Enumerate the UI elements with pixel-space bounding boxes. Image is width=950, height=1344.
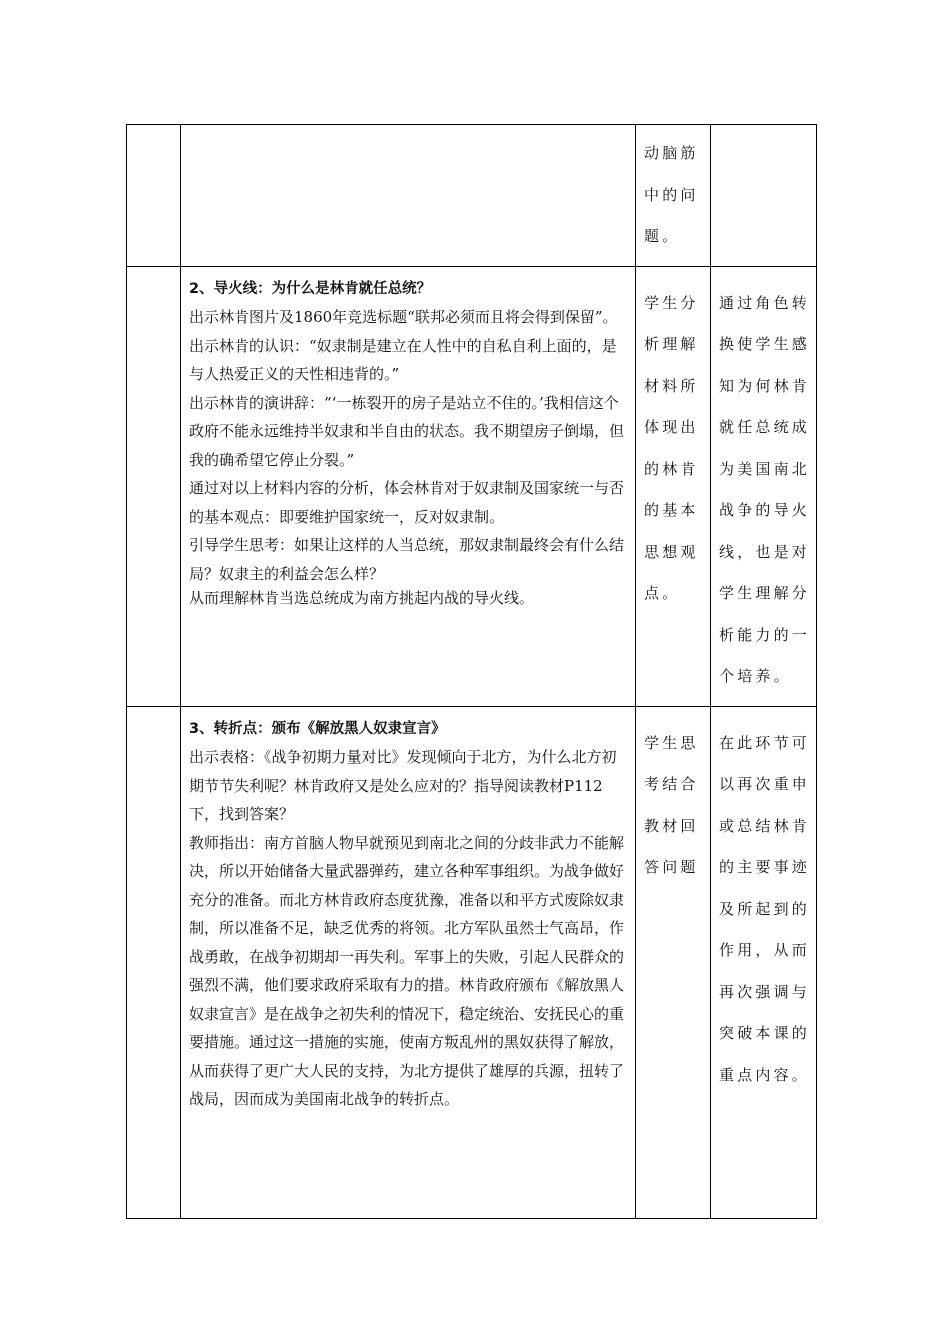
content-cell [181, 125, 636, 267]
activity-cell [636, 125, 711, 267]
design-purpose-text: 通过角色转换使学生感知为何林肯就任总统成为美国南北战争的导火线，也是对学生理解分析能力的一个培养。 [719, 293, 811, 685]
section-heading: 2、导火线：为什么是林肯就任总统？ [189, 280, 432, 297]
step-cell [127, 266, 181, 706]
paragraph: 从而理解林肯当选总统成为南方挑起内战的导火线。 [189, 589, 535, 607]
purpose-cell [711, 706, 817, 1218]
paragraph: 教师指出：南方首脑人物早就预见到南北之间的分歧非武力不能解决，所以开始储备大量武器弹药，建立各种军事组织。为战争做好充分的准备。而北方林肯政府态度犹豫，准备以和平方式废除奴隶制，所以准备不足，缺乏优秀的将领。北方军队虽然士气高昂，作战勇敢，在战争初期却一再失利。军事上的失败，引起人民群众的强烈不满，他们要求政府采取有力的措。林肯政府颁布《解放黑人奴隶宣言》是在战争之初失利的情况下，稳定统治、安抚民心的重要措施。通过这一措施的实施，使南方叛乱州的黑奴获得了解放，从而获得了更广大人民的支持，为北方提供了雄厚的兵源，扭转了战局，因而成为美国南北战争的转折点。 [189, 833, 625, 1108]
activity-cell [636, 706, 711, 1218]
paragraph: 通过对以上材料内容的分析，体会林肯对于奴隶制及国家统一与否的基本观点：即要维护国家统一，反对奴隶制。 [189, 479, 625, 526]
student-activity-text: 学生分析理解材料所体现出的林肯的基本思想观点。 [644, 293, 699, 602]
student-activity-text: 学生思考结合教材回答问题 [644, 733, 699, 876]
paragraph: 出示林肯的演讲辞：“‘一栋裂开的房子是站立不住的。’我相信这个政府不能永远维持半奴隶和半自由的状态。我不期望房子倒塌，但我的确希望它停止分裂。” [189, 393, 625, 469]
paragraph: 出示表格：《战争初期力量对比》发现倾向于北方，为什么北方初期节节失利呢？林肯政府又是处么应对的？指导阅读教材P112下，找到答案？ [189, 748, 617, 823]
content-cell [181, 706, 636, 1218]
step-cell [127, 706, 181, 1218]
paragraph: 引导学生思考：如果让这样的人当总统，那奴隶制最终会有什么结局？奴隶主的利益会怎么样？ [189, 536, 625, 583]
student-activity-text: 动脑筋中的问题。 [644, 144, 699, 245]
purpose-cell [711, 125, 817, 267]
table-row [127, 266, 817, 706]
step-cell [127, 125, 181, 267]
design-purpose-text: 在此环节可以再次重申或总结林肯的主要事迹及所起到的作用，从而再次强调与突破本课的重点内容。 [719, 733, 811, 1084]
lesson-plan-table [126, 124, 817, 1219]
content-cell [181, 266, 636, 706]
purpose-cell [711, 266, 817, 706]
section-heading: 3、转折点：颁布《解放黑人奴隶宣言》 [189, 720, 446, 737]
activity-cell [636, 266, 711, 706]
table-row [127, 125, 817, 267]
paragraph: 出示林肯图片及1860年竞选标题“联邦必须而且将会得到保留”。 [189, 308, 618, 326]
table-row [127, 706, 817, 1218]
paragraph: 出示林肯的认识：“奴隶制是建立在人性中的自私自利上面的，是与人热爱正义的天性相违背的。” [189, 336, 617, 383]
